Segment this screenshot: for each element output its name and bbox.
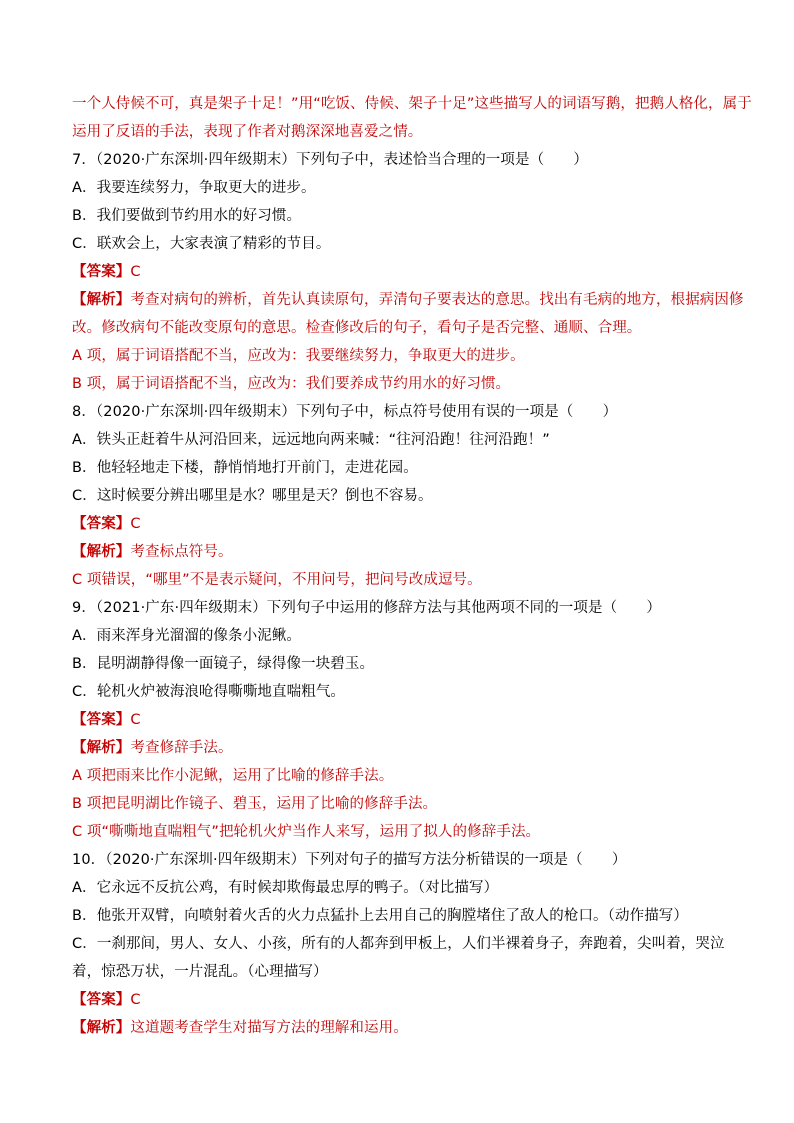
question-7-option-c: C．联欢会上，大家表演了精彩的节目。: [72, 236, 331, 252]
answer-value: C: [130, 992, 141, 1008]
question-7-answer: [72, 262, 732, 282]
analysis-label: 【解析】: [72, 292, 131, 308]
analysis-text: 这道题考查学生对描写方法的理解和运用。: [130, 1020, 408, 1036]
answer-label: 【答案】: [72, 516, 131, 532]
answer-label: 【答案】: [72, 712, 131, 728]
analysis-text: 考查修辞手法。: [130, 740, 233, 756]
question-10-answer: [72, 990, 732, 1010]
answer-value: C: [130, 264, 141, 280]
answer-value: C: [130, 516, 141, 532]
question-7-explain-b: B 项，属于词语搭配不当，应改为：我们要养成节约用水的好习惯。: [72, 376, 511, 392]
question-8-analysis: [72, 542, 732, 562]
question-8-explain-c: C 项错误，“哪里”不是表示疑问，不用问号，把问号改成逗号。: [72, 572, 482, 588]
analysis-text: 考查对病句的辨析，首先认真读原句，弄清句子要表达的意思。找出有毛病的地方，根据病因修: [130, 292, 744, 308]
question-8-answer: [72, 514, 732, 534]
question-7-analysis: [72, 290, 744, 310]
question-8-option-a: A．铁头正赶着牛从河沿回来，远远地向两来喊：“往河沿跑！往河沿跑！”: [72, 432, 550, 448]
question-7-option-b: B．我们要做到节约用水的好习惯。: [72, 208, 302, 224]
intro-line: 一个人侍候不可，真是架子十足！”用“吃饭、侍候、架子十足”这些描写人的词语写鹅，把鹅人格化，属于: [72, 96, 752, 112]
question-9-option-c: C．轮机火炉被海浪呛得嘶嘶地直喘粗气。: [72, 684, 346, 700]
analysis-label: 【解析】: [72, 544, 131, 560]
analysis-label: 【解析】: [72, 740, 131, 756]
question-10-stem: 10．（2020·广东深圳·四年级期末）下列对句子的描写方法分析错误的一项是（ ）: [72, 852, 627, 868]
question-9-answer: [72, 710, 732, 730]
question-8-option-c: C．这时候要分辨出哪里是水？哪里是天？倒也不容易。: [72, 488, 433, 504]
analysis-label: 【解析】: [72, 1020, 131, 1036]
question-7-analysis-cont: 改。修改病句不能改变原句的意思。检查修改后的句子，看句子是否完整、通顺、合理。: [72, 320, 642, 336]
question-9-explain-c: C 项“嘶嘶地直喘粗气”把轮机火炉当作人来写，运用了拟人的修辞手法。: [72, 824, 541, 840]
question-7-option-a: A．我要连续努力，争取更大的进步。: [72, 180, 316, 196]
question-9-stem: 9．（2021·广东·四年级期末）下列句子中运用的修辞方法与其他两项不同的一项是（ ）: [72, 600, 661, 616]
question-10-option-a: A．它永远不反抗公鸡，有时候却欺侮最忠厚的鸭子。（对比描写）: [72, 880, 499, 896]
answer-label: 【答案】: [72, 992, 131, 1008]
question-8-stem: 8．（2020·广东深圳·四年级期末）下列句子中，标点符号使用有误的一项是（ ）: [72, 404, 618, 420]
question-8-option-b: B．他轻轻地走下楼，静悄悄地打开前门，走进花园。: [72, 460, 418, 476]
analysis-text: 考查标点符号。: [130, 544, 233, 560]
question-10-option-b: B．他张开双臂，向喷射着火舌的火力点猛扑上去用自己的胸膛堵住了敌人的枪口。（动作描写）: [72, 908, 688, 924]
question-7-explain-a: A 项，属于词语搭配不当，应改为：我要继续努力，争取更大的进步。: [72, 348, 525, 364]
question-9-explain-b: B 项把昆明湖比作镜子、碧玉，运用了比喻的修辞手法。: [72, 796, 438, 812]
question-9-explain-a: A 项把雨来比作小泥鳅，运用了比喻的修辞手法。: [72, 768, 394, 784]
question-10-option-c-cont: 着，惊恐万状，一片混乱。（心理描写）: [72, 964, 328, 980]
answer-value: C: [130, 712, 141, 728]
question-10-analysis: [72, 1018, 732, 1038]
answer-label: 【答案】: [72, 264, 131, 280]
question-10-option-c: C．一刹那间，男人、女人、小孩，所有的人都奔到甲板上，人们半裸着身子，奔跑着，尖叫着，哭泣: [72, 936, 725, 952]
question-7-stem: 7．（2020·广东深圳·四年级期末）下列句子中，表述恰当合理的一项是（ ）: [72, 152, 588, 168]
intro-line: 运用了反语的手法，表现了作者对鹅深深地喜爱之情。: [72, 124, 423, 140]
question-9-option-b: B．昆明湖静得像一面镜子，绿得像一块碧玉。: [72, 656, 375, 672]
question-9-analysis: [72, 738, 732, 758]
question-9-option-a: A．雨来浑身光溜溜的像条小泥鳅。: [72, 628, 302, 644]
